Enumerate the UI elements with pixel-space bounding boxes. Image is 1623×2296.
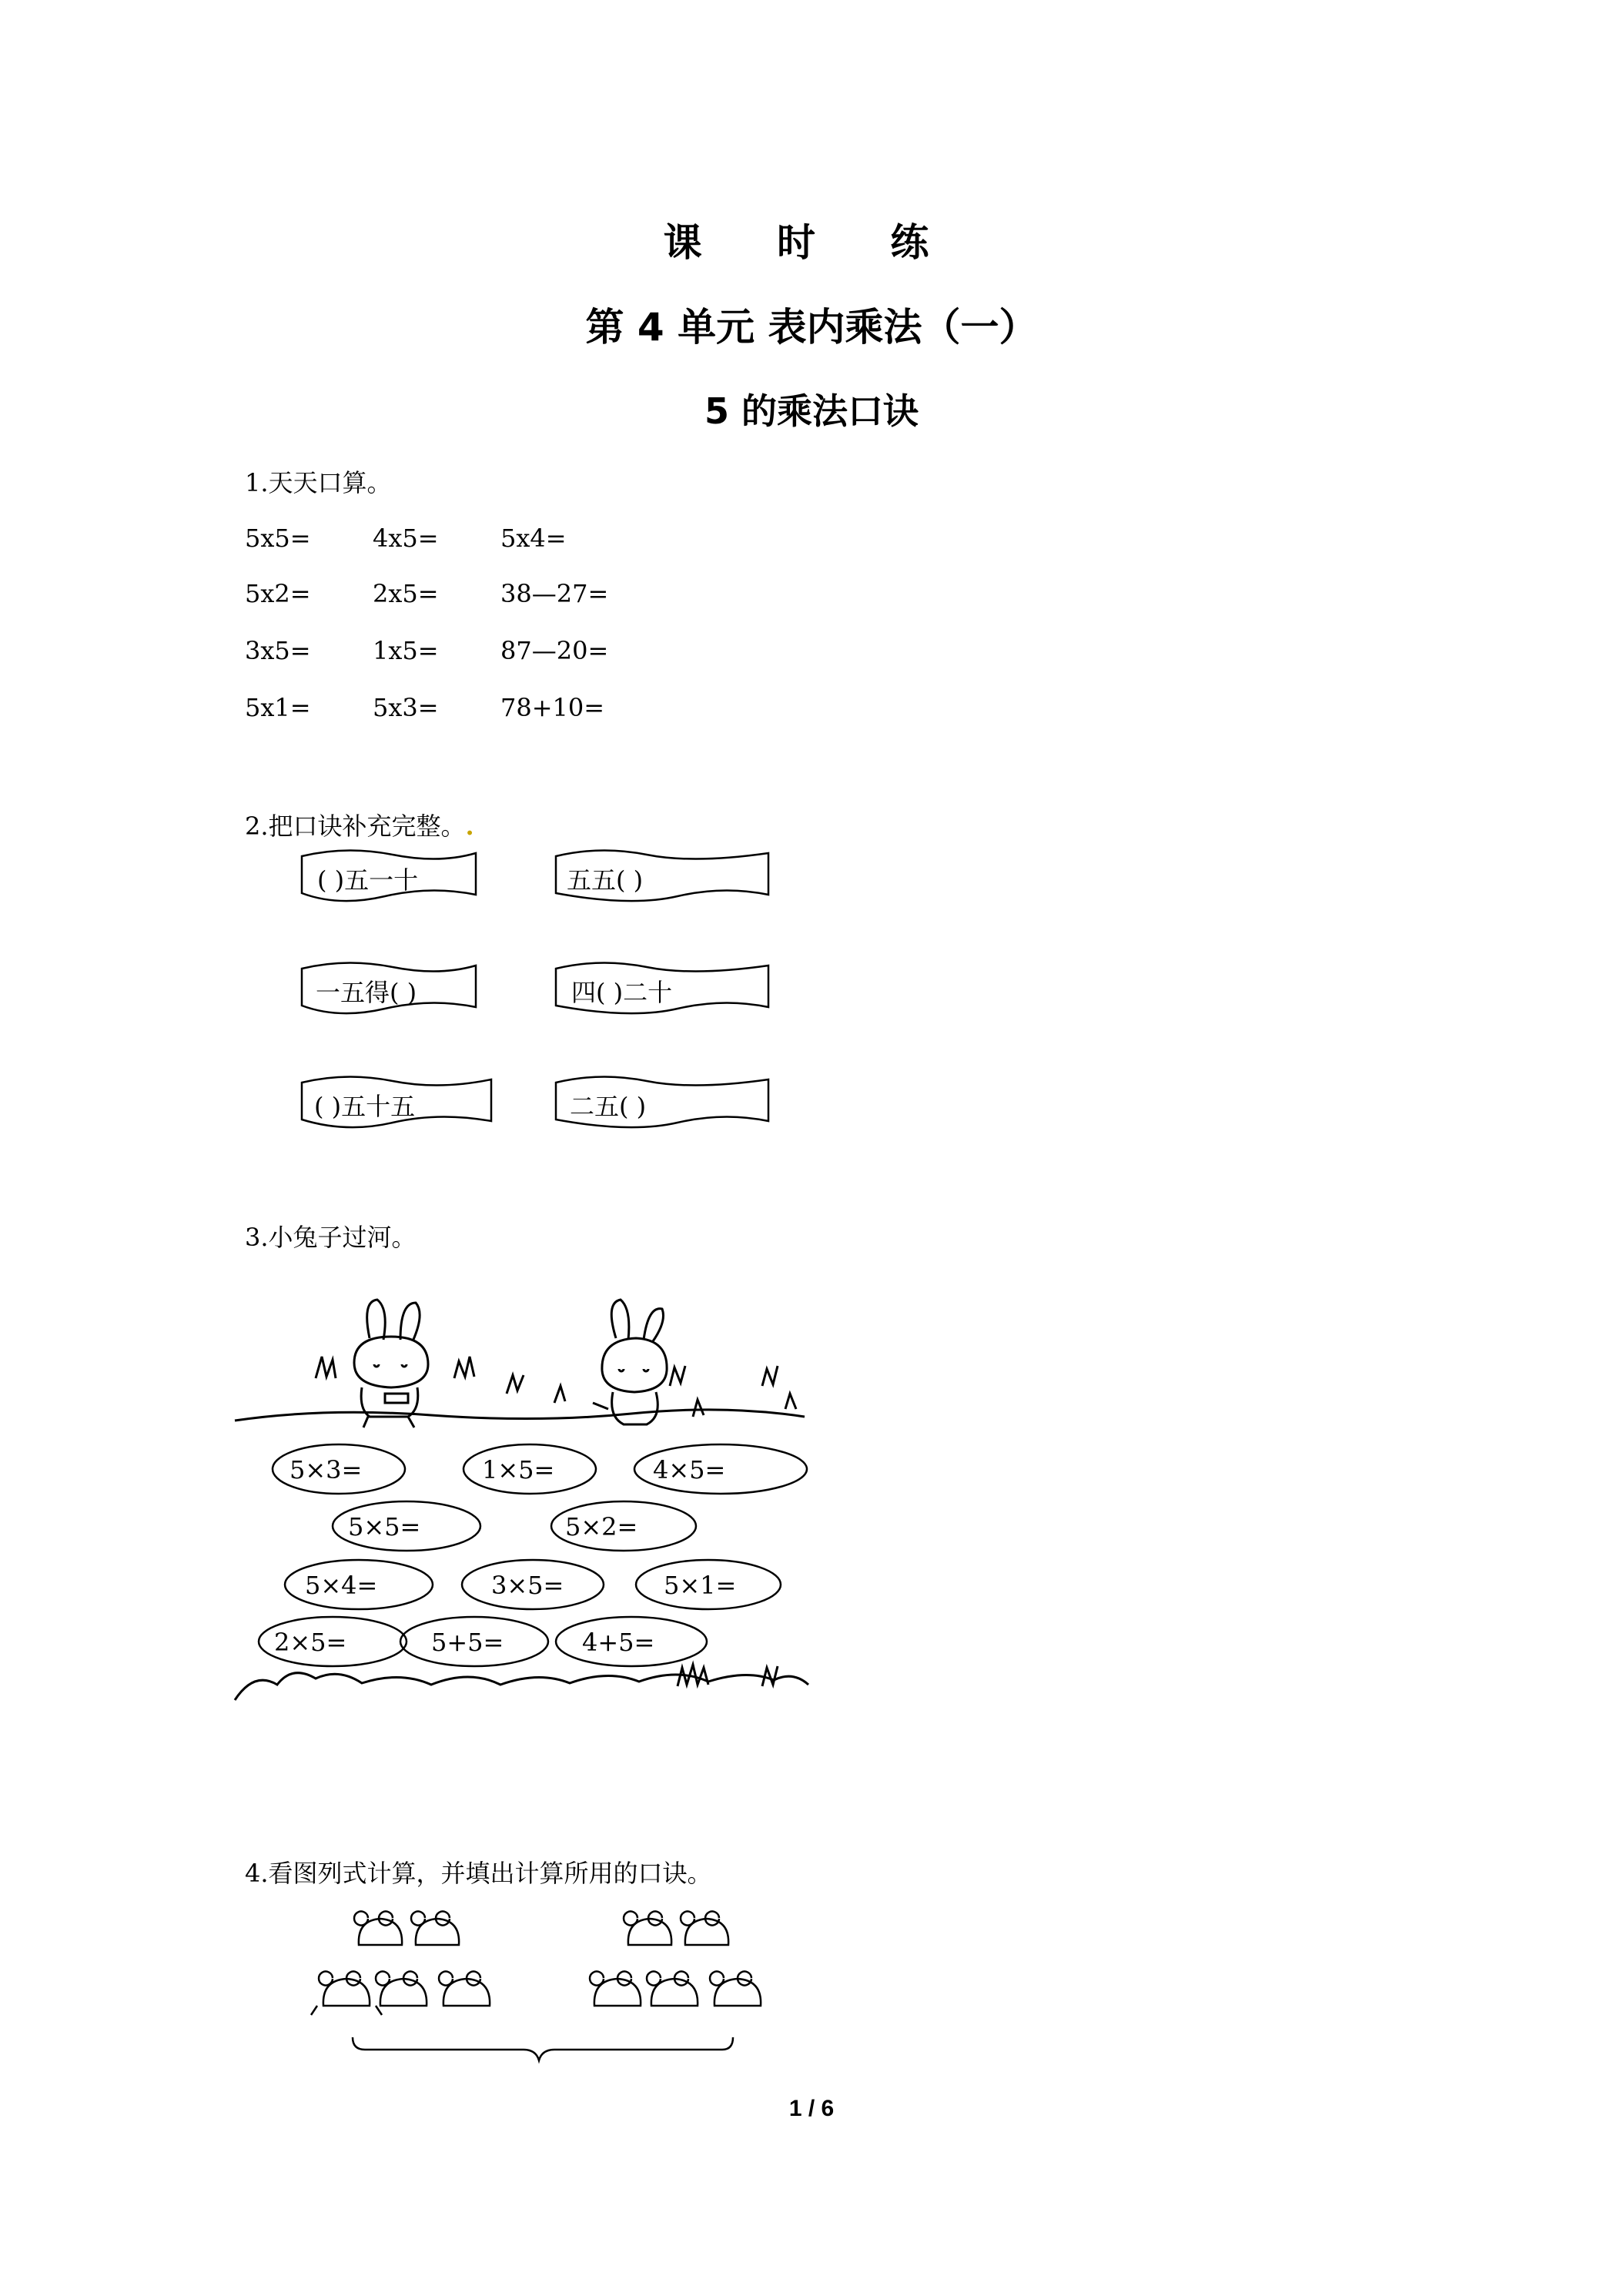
frog-icon: [376, 1971, 427, 2006]
rhyme-box-text: ( )五十五: [314, 1092, 416, 1121]
page-title: 课 时 练: [663, 220, 960, 265]
stone-label: 5×4=: [305, 1571, 378, 1600]
frog-icon: [590, 1971, 641, 2006]
q1-item: 4x5=: [373, 524, 439, 553]
brace: [353, 2037, 733, 2060]
stone-label: 4+5=: [582, 1628, 655, 1657]
frog-icon: [710, 1971, 761, 2006]
stone-label: 5×1=: [664, 1571, 737, 1600]
q1-item: 5x3=: [373, 693, 439, 722]
question-3-heading: 3.小兔子过河。: [245, 1223, 417, 1252]
stone-label: 5+5=: [431, 1628, 504, 1657]
q1-item: 38—27=: [500, 579, 609, 608]
frog-icon: [311, 1971, 382, 2015]
stone-label: 1×5=: [482, 1455, 555, 1484]
stone-label: 3×5=: [491, 1571, 564, 1600]
question-2-heading-text: 2.把口诀补充完整。: [245, 812, 466, 841]
riverbank-line: [235, 1410, 805, 1421]
q1-item: 87—20=: [500, 636, 609, 665]
stone-label: 5×3=: [289, 1455, 363, 1484]
unit-title: 第 4 单元 表内乘法（一）: [585, 305, 1038, 350]
rabbit-2-icon: [593, 1300, 667, 1424]
frog-icon: [624, 1911, 671, 1945]
rhyme-box-text: 一五得( ): [316, 978, 417, 1007]
q1-item: 78+10=: [500, 693, 605, 722]
rhyme-box-text: 四( )二十: [571, 978, 673, 1007]
frog-group-left: [311, 1911, 490, 2015]
q1-item: 5x1=: [245, 693, 311, 722]
q1-item: 5x2=: [245, 579, 311, 608]
frog-icon: [439, 1971, 490, 2006]
rhyme-box-text: 五五( ): [567, 865, 644, 895]
frog-icon: [681, 1911, 728, 1945]
q1-item: 1x5=: [373, 636, 439, 665]
q1-item: 5x5=: [245, 524, 311, 553]
question-4-heading: 4.看图列式计算，并填出计算所用的口诀。: [245, 1859, 712, 1888]
question-1-heading: 1.天天口算。: [245, 468, 392, 497]
page-number: 1 / 6: [788, 2096, 835, 2121]
stone-label: 4×5=: [653, 1455, 726, 1484]
frog-icon: [647, 1971, 698, 2006]
stone-label: 5×5=: [348, 1512, 421, 1541]
rabbit-1-icon: [354, 1300, 428, 1427]
rhyme-box-text: 二五( ): [570, 1092, 647, 1121]
q1-item: 2x5=: [373, 579, 439, 608]
rhyme-box-text: ( )五一十: [317, 865, 419, 895]
bottom-grass: [235, 1673, 808, 1700]
stone-label: 5×2=: [565, 1512, 638, 1541]
stray-dot: .: [465, 812, 474, 841]
stone-label: 2×5=: [274, 1628, 347, 1657]
frog-group-right: [590, 1911, 761, 2006]
q1-item: 3x5=: [245, 636, 311, 665]
lesson-title: 5 的乘法口诀: [704, 390, 919, 432]
q1-item: 5x4=: [500, 524, 567, 553]
frog-icon: [354, 1911, 402, 1945]
frog-icon: [411, 1911, 459, 1945]
